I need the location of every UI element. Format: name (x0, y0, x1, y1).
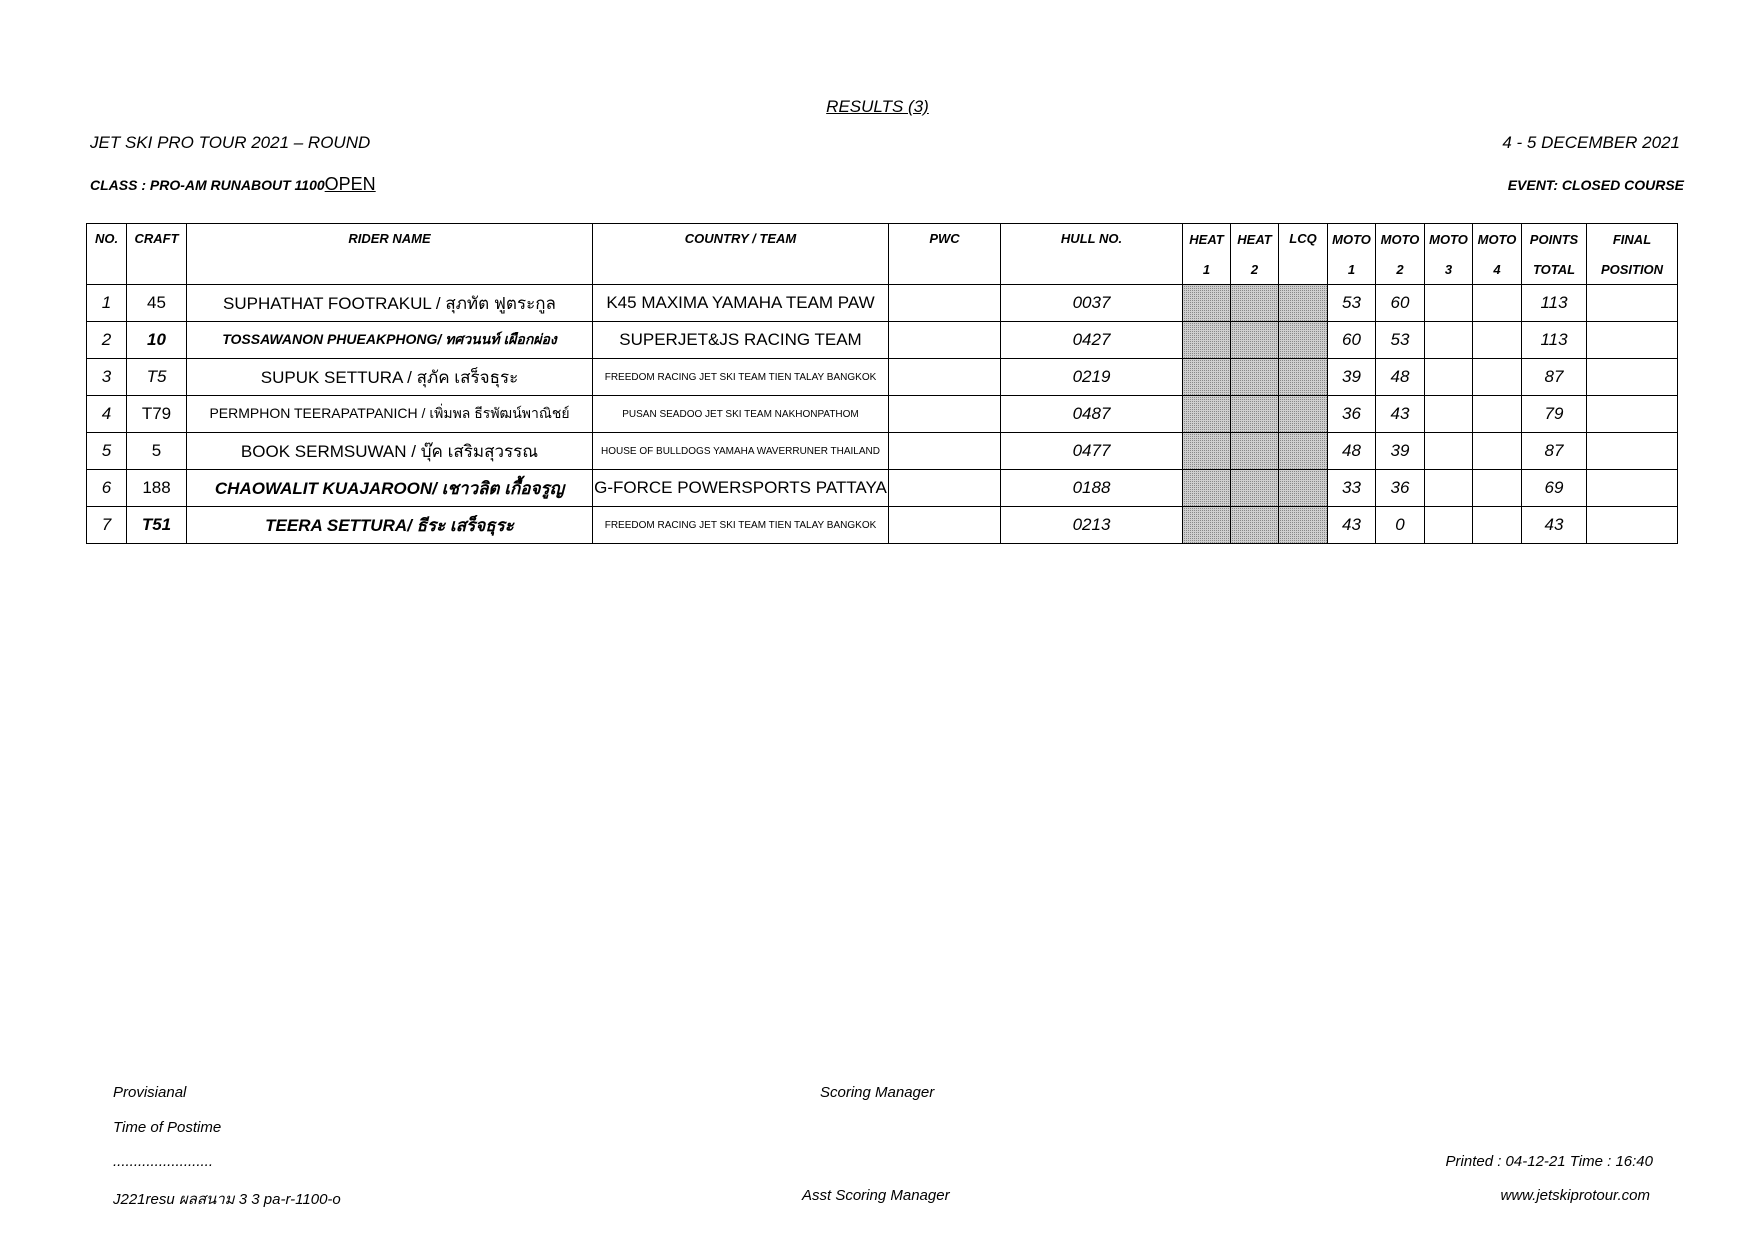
cell-heat-2 (1231, 285, 1279, 322)
cell-craft: T51 (127, 507, 187, 544)
cell-heat-1 (1183, 396, 1231, 433)
cell-pwc (889, 285, 1001, 322)
cell-heat-1 (1183, 433, 1231, 470)
cell-moto-4 (1473, 285, 1522, 322)
cell-heat-2 (1231, 359, 1279, 396)
scoring-manager-label: Scoring Manager (820, 1084, 935, 1101)
cell-moto-1: 33 (1328, 470, 1376, 507)
cell-moto-2: 48 (1376, 359, 1425, 396)
cell-no: 4 (87, 396, 127, 433)
col-no: NO. (87, 224, 127, 285)
table-row (87, 507, 1678, 544)
cell-points-total: 79 (1522, 396, 1587, 433)
class-label (90, 174, 376, 195)
cell-moto-3 (1425, 359, 1473, 396)
cell-final-position (1587, 359, 1678, 396)
website-link[interactable]: www.jetskiprotour.com (1500, 1187, 1650, 1204)
col-moto-4: MOTO (1473, 224, 1522, 255)
cell-points-total: 69 (1522, 470, 1587, 507)
cell-team: HOUSE OF BULLDOGS YAMAHA WAVERRUNER THAILAND (593, 433, 889, 470)
cell-heat-2 (1231, 470, 1279, 507)
table-row (87, 470, 1678, 507)
cell-final-position (1587, 433, 1678, 470)
col-moto-1-number: 1 (1328, 254, 1376, 285)
cell-moto-1: 43 (1328, 507, 1376, 544)
cell-hull: 0477 (1001, 433, 1183, 470)
col-hull-no: HULL NO. (1001, 224, 1183, 285)
cell-craft: 10 (127, 322, 187, 359)
cell-moto-1: 60 (1328, 322, 1376, 359)
cell-moto-1: 36 (1328, 396, 1376, 433)
cell-moto-2: 60 (1376, 285, 1425, 322)
col-final-position: POSITION (1587, 254, 1678, 285)
cell-no: 7 (87, 507, 127, 544)
cell-lcq (1279, 322, 1328, 359)
cell-rider: SUPUK SETTURA / สุภัค เสร็จธุระ (187, 359, 593, 396)
cell-rider: SUPHATHAT FOOTRAKUL / สุภทัต ฟูตระกูล (187, 285, 593, 322)
cell-moto-2: 53 (1376, 322, 1425, 359)
cell-rider: BOOK SERMSUWAN / บุ๊ค เสริมสุวรรณ (187, 433, 593, 470)
cell-pwc (889, 507, 1001, 544)
table-row (87, 285, 1678, 322)
cell-team: K45 MAXIMA YAMAHA TEAM PAW (593, 285, 889, 322)
cell-heat-2 (1231, 433, 1279, 470)
cell-moto-2: 43 (1376, 396, 1425, 433)
file-reference: J221resu ผลสนาม 3 3 pa-r-1100-o (113, 1191, 341, 1208)
cell-moto-2: 39 (1376, 433, 1425, 470)
col-heat-2: HEAT (1231, 224, 1279, 255)
cell-heat-2 (1231, 396, 1279, 433)
col-heat-2-number: 2 (1231, 254, 1279, 285)
col-craft: CRAFT (127, 224, 187, 285)
cell-moto-3 (1425, 507, 1473, 544)
cell-rider: PERMPHON TEERAPATPANICH / เพิ่มพล ธีรพัฒน์พาณิชย์ (187, 396, 593, 433)
cell-hull: 0427 (1001, 322, 1183, 359)
cell-team: SUPERJET&JS RACING TEAM (593, 322, 889, 359)
cell-rider: TOSSAWANON PHUEAKPHONG/ ทศวนนท์ เผือกผ่อง (187, 322, 593, 359)
cell-moto-3 (1425, 470, 1473, 507)
class-open: OPEN (324, 174, 376, 194)
cell-moto-1: 53 (1328, 285, 1376, 322)
col-heat-1: HEAT (1183, 224, 1231, 255)
cell-moto-3 (1425, 433, 1473, 470)
cell-moto-3 (1425, 285, 1473, 322)
cell-craft: 188 (127, 470, 187, 507)
cell-points-total: 87 (1522, 433, 1587, 470)
cell-team: FREEDOM RACING JET SKI TEAM TIEN TALAY BANGKOK (593, 507, 889, 544)
cell-moto-3 (1425, 322, 1473, 359)
col-country-team: COUNTRY / TEAM (593, 224, 889, 285)
results-table (86, 223, 1678, 544)
cell-hull: 0037 (1001, 285, 1183, 322)
provisional-label: Provisianal (113, 1084, 187, 1101)
col-moto-1: MOTO (1328, 224, 1376, 255)
cell-moto-4 (1473, 396, 1522, 433)
time-of-postime-label: Time of Postime (113, 1119, 222, 1136)
cell-lcq (1279, 396, 1328, 433)
cell-points-total: 113 (1522, 285, 1587, 322)
col-rider-name: RIDER NAME (187, 224, 593, 285)
cell-craft: 5 (127, 433, 187, 470)
cell-no: 5 (87, 433, 127, 470)
cell-craft: T5 (127, 359, 187, 396)
cell-points-total: 113 (1522, 322, 1587, 359)
table-row (87, 359, 1678, 396)
cell-lcq (1279, 507, 1328, 544)
cell-hull: 0219 (1001, 359, 1183, 396)
cell-hull: 0487 (1001, 396, 1183, 433)
cell-hull: 0188 (1001, 470, 1183, 507)
cell-final-position (1587, 285, 1678, 322)
cell-hull: 0213 (1001, 507, 1183, 544)
event-type: EVENT: CLOSED COURSE (1507, 177, 1684, 193)
cell-pwc (889, 470, 1001, 507)
cell-lcq (1279, 285, 1328, 322)
col-moto-2: MOTO (1376, 224, 1425, 255)
cell-craft: 45 (127, 285, 187, 322)
cell-no: 1 (87, 285, 127, 322)
cell-pwc (889, 322, 1001, 359)
cell-moto-4 (1473, 433, 1522, 470)
cell-moto-1: 39 (1328, 359, 1376, 396)
col-moto-3: MOTO (1425, 224, 1473, 255)
asst-scoring-manager-label: Asst Scoring Manager (802, 1187, 950, 1204)
cell-pwc (889, 359, 1001, 396)
event-name: JET SKI PRO TOUR 2021 – ROUND (90, 133, 371, 152)
col-moto-2-number: 2 (1376, 254, 1425, 285)
table-row (87, 322, 1678, 359)
cell-moto-4 (1473, 470, 1522, 507)
cell-craft: T79 (127, 396, 187, 433)
cell-moto-1: 48 (1328, 433, 1376, 470)
cell-lcq (1279, 470, 1328, 507)
page-title: RESULTS (3) (826, 97, 929, 116)
cell-team: G-FORCE POWERSPORTS PATTAYA (593, 470, 889, 507)
class-prefix: CLASS : PRO-AM RUNABOUT 1100 (90, 177, 325, 193)
cell-moto-2: 36 (1376, 470, 1425, 507)
col-points-total: TOTAL (1522, 254, 1587, 285)
cell-heat-1 (1183, 470, 1231, 507)
cell-team: PUSAN SEADOO JET SKI TEAM NAKHONPATHOM (593, 396, 889, 433)
cell-heat-1 (1183, 285, 1231, 322)
col-heat-1-number: 1 (1183, 254, 1231, 285)
col-moto-3-number: 3 (1425, 254, 1473, 285)
cell-heat-2 (1231, 322, 1279, 359)
cell-final-position (1587, 470, 1678, 507)
header-row-1 (87, 224, 1678, 255)
cell-no: 2 (87, 322, 127, 359)
cell-no: 6 (87, 470, 127, 507)
cell-moto-4 (1473, 322, 1522, 359)
col-lcq: LCQ (1279, 224, 1328, 285)
table-row (87, 433, 1678, 470)
col-points: POINTS (1522, 224, 1587, 255)
cell-rider: TEERA SETTURA/ ธีระ เสร็จธุระ (187, 507, 593, 544)
col-final: FINAL (1587, 224, 1678, 255)
cell-heat-1 (1183, 322, 1231, 359)
cell-points-total: 43 (1522, 507, 1587, 544)
printed-timestamp: Printed : 04-12-21 Time : 16:40 (1445, 1153, 1653, 1170)
signature-dots: ........................ (113, 1153, 214, 1170)
event-dates: 4 - 5 DECEMBER 2021 (1502, 133, 1680, 152)
cell-moto-4 (1473, 507, 1522, 544)
cell-pwc (889, 433, 1001, 470)
cell-pwc (889, 396, 1001, 433)
cell-final-position (1587, 507, 1678, 544)
cell-no: 3 (87, 359, 127, 396)
cell-rider: CHAOWALIT KUAJAROON/ เชาวลิต เกื้อจรูญ (187, 470, 593, 507)
cell-final-position (1587, 322, 1678, 359)
cell-final-position (1587, 396, 1678, 433)
cell-moto-2: 0 (1376, 507, 1425, 544)
cell-heat-1 (1183, 507, 1231, 544)
col-pwc: PWC (889, 224, 1001, 285)
table-row (87, 396, 1678, 433)
cell-team: FREEDOM RACING JET SKI TEAM TIEN TALAY BANGKOK (593, 359, 889, 396)
cell-lcq (1279, 433, 1328, 470)
cell-heat-2 (1231, 507, 1279, 544)
cell-points-total: 87 (1522, 359, 1587, 396)
cell-heat-1 (1183, 359, 1231, 396)
cell-moto-3 (1425, 396, 1473, 433)
cell-moto-4 (1473, 359, 1522, 396)
col-moto-4-number: 4 (1473, 254, 1522, 285)
cell-lcq (1279, 359, 1328, 396)
